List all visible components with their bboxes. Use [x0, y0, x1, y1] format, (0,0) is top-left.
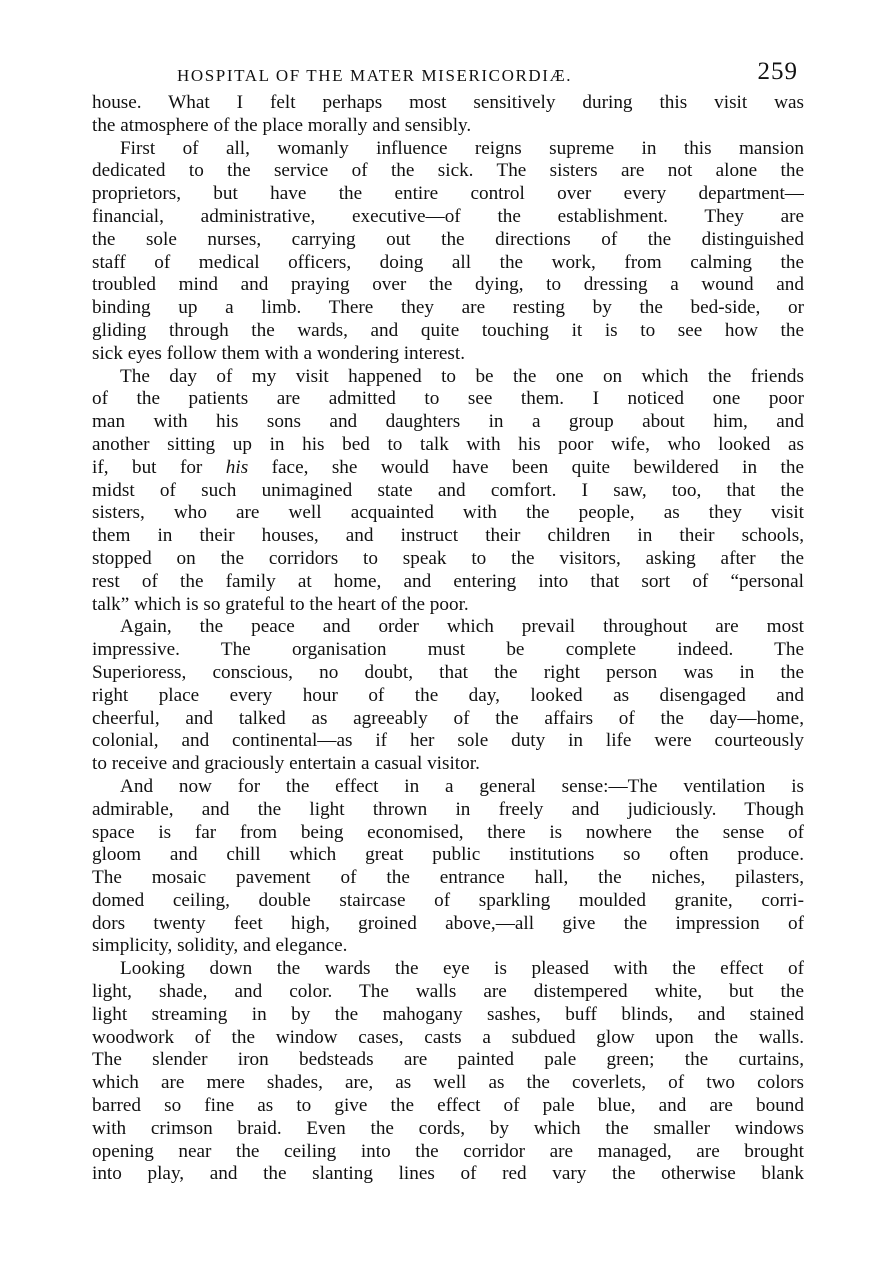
- text-line: dedicated to the service of the sick. The sisters are not alone the: [92, 160, 804, 182]
- text-line: opening near the ceiling into the corridor are managed, are brought: [92, 1140, 804, 1162]
- text-line: sisters, who are well acquainted with the people, as they visit: [92, 502, 804, 524]
- text-line: midst of such unimagined state and comfort. I saw, too, that the: [92, 479, 804, 501]
- text-line: rest of the family at home, and entering into that sort of “personal: [92, 570, 804, 592]
- text-line: with crimson braid. Even the cords, by which the smaller windows: [92, 1117, 804, 1139]
- text-line: talk” which is so grateful to the heart of the poor.: [92, 593, 469, 615]
- running-title: HOSPITAL OF THE MATER MISERICORDIÆ.: [177, 66, 573, 85]
- book-page: [92, 58, 804, 1186]
- text-line: space is far from being economised, there is nowhere the sense of: [92, 821, 804, 843]
- text-line: to receive and graciously entertain a casual visitor.: [92, 753, 480, 775]
- text-line: into play, and the slanting lines of red vary the otherwise blank: [92, 1163, 804, 1185]
- text-line: binding up a limb. There they are resting by the bed-side, or: [92, 297, 804, 319]
- text-line: The slender iron bedsteads are painted pale green; the curtains,: [92, 1049, 804, 1071]
- paragraph: [92, 92, 804, 138]
- text-line: barred so fine as to give the effect of pale blue, and are bound: [92, 1095, 804, 1117]
- text-line: which are mere shades, are, as well as the coverlets, of two colors: [92, 1072, 804, 1094]
- text-line: another sitting up in his bed to talk with his poor wife, who looked as: [92, 433, 804, 455]
- text-line: woodwork of the window cases, casts a subdued glow upon the walls.: [92, 1026, 804, 1048]
- text-line: dors twenty feet high, groined above,—all give the impression of: [92, 912, 804, 934]
- text-line: the sole nurses, carrying out the directions of the distinguished: [92, 228, 804, 250]
- text-line: Again, the peace and order which prevail throughout are most: [120, 616, 804, 638]
- text-line: And now for the effect in a general sense:—The ventilation is: [120, 775, 804, 797]
- text-line: The mosaic pavement of the entrance hall, the niches, pilasters,: [92, 867, 804, 889]
- text-line: if, but for his face, she would have been quite bewildered in the: [92, 456, 804, 478]
- text-line: right place every hour of the day, looked as disengaged and: [92, 684, 804, 706]
- text-line: sick eyes follow them with a wondering interest.: [92, 342, 466, 364]
- body-text: [92, 92, 804, 1186]
- text-line: house. What I felt perhaps most sensitively during this visit was: [92, 92, 804, 113]
- paragraph: [92, 138, 804, 366]
- paragraph: [92, 366, 804, 617]
- emphasis: his: [225, 456, 249, 478]
- text-line: stopped on the corridors to speak to the visitors, asking after the: [92, 547, 804, 569]
- text-line: impressive. The organisation must be complete indeed. The: [92, 639, 804, 661]
- text-line: colonial, and continental—as if her sole duty in life were courteously: [92, 730, 804, 752]
- text-line: First of all, womanly influence reigns supreme in this mansion: [120, 137, 804, 159]
- text-line: staff of medical officers, doing all the work, from calming the: [92, 251, 804, 273]
- text-line: Looking down the wards the eye is pleased with the effect of: [120, 958, 804, 980]
- text-line: gliding through the wards, and quite touching it is to see how the: [92, 319, 804, 341]
- text-line: light, shade, and color. The walls are distempered white, but the: [92, 981, 804, 1003]
- text-line: light streaming in by the mahogany sashes, buff blinds, and stained: [92, 1003, 804, 1025]
- text-line: the atmosphere of the place morally and sensibly.: [92, 114, 472, 136]
- page-number: 259: [757, 58, 798, 85]
- running-header: [92, 58, 804, 92]
- text-line: man with his sons and daughters in a group about him, and: [92, 411, 804, 433]
- paragraph: [92, 958, 804, 1186]
- text-line: financial, administrative, executive—of the establishment. They are: [92, 205, 804, 227]
- text-line: gloom and chill which great public institutions so often produce.: [92, 844, 804, 866]
- paragraph: [92, 616, 804, 776]
- text-line: cheerful, and talked as agreeably of the affairs of the day—home,: [92, 707, 804, 729]
- text-line: simplicity, solidity, and elegance.: [92, 935, 348, 957]
- paragraph: [92, 776, 804, 958]
- text-line: domed ceiling, double staircase of sparkling moulded granite, corri-: [92, 889, 804, 911]
- text-line: them in their houses, and instruct their children in their schools,: [92, 525, 804, 547]
- text-line: of the patients are admitted to see them. I noticed one poor: [92, 388, 804, 410]
- text-line: The day of my visit happened to be the one on which the friends: [120, 365, 804, 387]
- text-line: admirable, and the light thrown in freely and judiciously. Though: [92, 798, 804, 820]
- text-line: Superioress, conscious, no doubt, that the right person was in the: [92, 661, 804, 683]
- text-line: troubled mind and praying over the dying, to dressing a wound and: [92, 274, 804, 296]
- text-line: proprietors, but have the entire control over every department—: [92, 183, 804, 205]
